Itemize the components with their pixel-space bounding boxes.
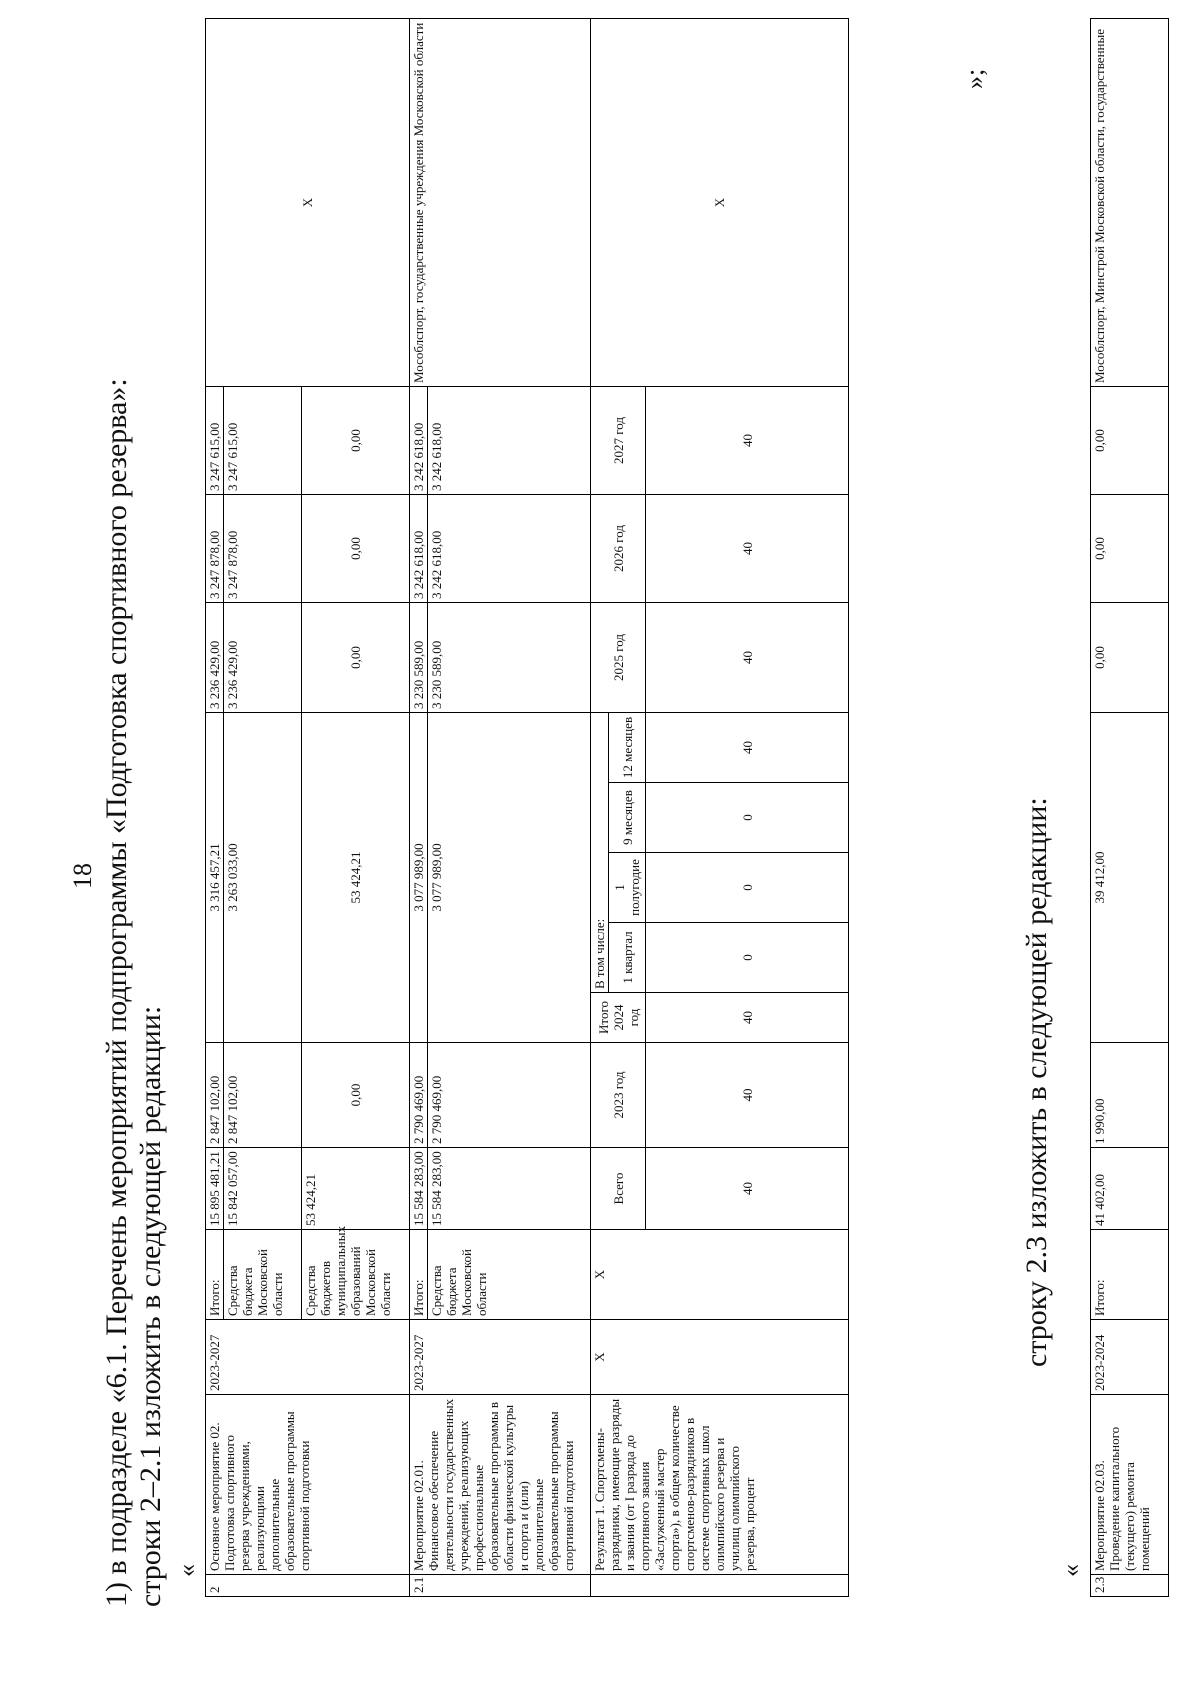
measure-period: 2023-2027	[410, 1320, 591, 1395]
cell-value: 0,00	[302, 494, 410, 602]
cell-value: 3 247 878,00	[206, 494, 224, 602]
measures-table	[205, 18, 849, 1597]
table-row	[1091, 19, 1169, 1597]
intro-line-2: строки 2–2.1 изложить в следующей редакции:	[134, 1005, 167, 1607]
cell-value: 15 584 283,00	[410, 1148, 428, 1230]
header-m12: 12 месяцев	[609, 712, 646, 782]
measure-name: Мероприятие 02.01. Финансовое обеспечение деятельности государственных учреждений, реализующих профессиональные образовательные программы в области физической культуры и спорта и (или) дополнительные образовательные программы спортивной подготовки	[410, 1395, 591, 1575]
header-m9: 9 месяцев	[609, 783, 646, 853]
cell-value: 40	[646, 993, 849, 1043]
table-row	[410, 18, 428, 1596]
cell-value: 0,00	[302, 386, 410, 494]
cell-value: 40	[646, 386, 849, 494]
cell-value: 53 424,21	[302, 1148, 410, 1230]
cell-value: 0,00	[302, 1043, 410, 1148]
source-label: Итого:	[1091, 1230, 1169, 1320]
row-number	[591, 1575, 849, 1597]
measure-name: Основное мероприятие 02. Подготовка спортивного резерва учреждениями, реализующими дополнительные образовательные программы спортивной подготовки	[206, 1395, 410, 1575]
header-h1: 1 полугодие	[609, 853, 646, 923]
cell-value: 3 230 589,00	[428, 602, 591, 712]
cell-value: 15 584 283,00	[428, 1148, 591, 1230]
row-number: 2.3	[1091, 1575, 1169, 1597]
cell-value: 3 230 589,00	[410, 602, 428, 712]
cell-value: 3 077 989,00	[410, 712, 428, 1042]
cell-value: 0	[646, 923, 849, 993]
cell-value: 2 847 102,00	[206, 1043, 224, 1148]
header-itogo-2024: Итого 2024 год	[591, 993, 646, 1043]
cell-value: 40	[646, 602, 849, 712]
cell-value: 2 847 102,00	[224, 1043, 302, 1148]
intro-line-1: 1) в подразделе «6.1. Перечень мероприятий подпрограммы «Подготовка спортивного резерва»:	[100, 378, 133, 1607]
cell-value: 3 247 615,00	[206, 386, 224, 494]
cell-value: 3 236 429,00	[224, 602, 302, 712]
measure-name: Мероприятие 02.03. Проведение капитального (текущего) ремонта помещений	[1091, 1395, 1169, 1575]
open-quote-2: «	[1056, 1564, 1085, 1577]
responsible: Мособлспорт, Минстрой Московской области, государственные	[1091, 19, 1169, 387]
source-label: Итого:	[206, 1230, 224, 1320]
cell-value: 15 842 057,00	[224, 1148, 302, 1230]
measure-period: 2023-2027	[206, 1320, 410, 1395]
cell-value: 53 424,21	[302, 712, 410, 1042]
result-name: Результат 1. Спортсмены-разрядники, имеющие разряды и звания (от I разряда до спортивного звания «Заслуженный мастер спорта»), в общем количестве спортсменов-разрядников в системе спортивных школ олимпийского резерва и училищ олимпийского резерва, процент	[591, 1395, 849, 1575]
cell-value: 3 263 033,00	[224, 712, 302, 1042]
cell-value: 39 412,00	[1091, 713, 1169, 1043]
header-q1: 1 квартал	[609, 923, 646, 993]
measure-period: 2023-2024	[1091, 1320, 1169, 1395]
result-source: X	[591, 1230, 849, 1320]
cell-value: 0,00	[302, 602, 410, 712]
responsible: X	[591, 18, 849, 386]
cell-value: 2 790 469,00	[428, 1043, 591, 1148]
section2-heading: строку 2.3 изложить в следующей редакции:	[1020, 797, 1053, 1367]
table-row	[206, 18, 224, 1596]
cell-value: 3 247 615,00	[224, 386, 302, 494]
cell-value: 41 402,00	[1091, 1148, 1169, 1230]
header-2023: 2023 год	[591, 1043, 646, 1148]
cell-value: 3 316 457,21	[206, 712, 224, 1042]
cell-value: 3 236 429,00	[206, 602, 224, 712]
responsible: Мособлспорт, государственные учреждения Московской области	[410, 18, 591, 386]
header-2025: 2025 год	[591, 602, 646, 712]
cell-value: 0	[646, 783, 849, 853]
cell-value: 40	[646, 494, 849, 602]
cell-value: 3 242 618,00	[428, 386, 591, 494]
row-number: 2	[206, 1575, 410, 1597]
source-label: Средства бюджета Московской области	[224, 1230, 302, 1320]
cell-value: 3 242 618,00	[410, 386, 428, 494]
cell-value: 0	[646, 853, 849, 923]
cell-value: 40	[646, 1043, 849, 1148]
cell-value: 0,00	[1091, 603, 1169, 713]
cell-value: 40	[646, 712, 849, 782]
open-quote: «	[172, 1564, 201, 1577]
header-2026: 2026 год	[591, 494, 646, 602]
cell-value: 40	[646, 1148, 849, 1230]
header-v-tom-chisle: В том числе:	[591, 712, 609, 992]
cell-value: 3 242 618,00	[410, 494, 428, 602]
cell-value: 1 990,00	[1091, 1043, 1169, 1148]
cell-value: 0,00	[1091, 387, 1169, 495]
intro-text	[100, 378, 168, 1607]
cell-value: 2 790 469,00	[410, 1043, 428, 1148]
source-label: Средства бюджета Московской области	[428, 1230, 591, 1320]
responsible: X	[206, 18, 410, 386]
source-label: Итого:	[410, 1230, 428, 1320]
page-number: 18	[68, 863, 97, 889]
header-total: Всего	[591, 1148, 646, 1230]
cell-value: 0,00	[1091, 495, 1169, 603]
cell-value: 3 077 989,00	[428, 712, 591, 1042]
result-period: X	[591, 1320, 849, 1395]
table-row	[591, 18, 609, 1596]
cell-value: 3 247 878,00	[224, 494, 302, 602]
row-2-3-table	[1090, 18, 1169, 1597]
cell-value: 15 895 481,21	[206, 1148, 224, 1230]
source-label: Средства бюджетов муниципальных образований Московской области	[302, 1230, 410, 1320]
row-number: 2.1	[410, 1575, 591, 1597]
cell-value: 3 242 618,00	[428, 494, 591, 602]
header-2027: 2027 год	[591, 386, 646, 494]
close-quote: »;	[960, 68, 989, 89]
